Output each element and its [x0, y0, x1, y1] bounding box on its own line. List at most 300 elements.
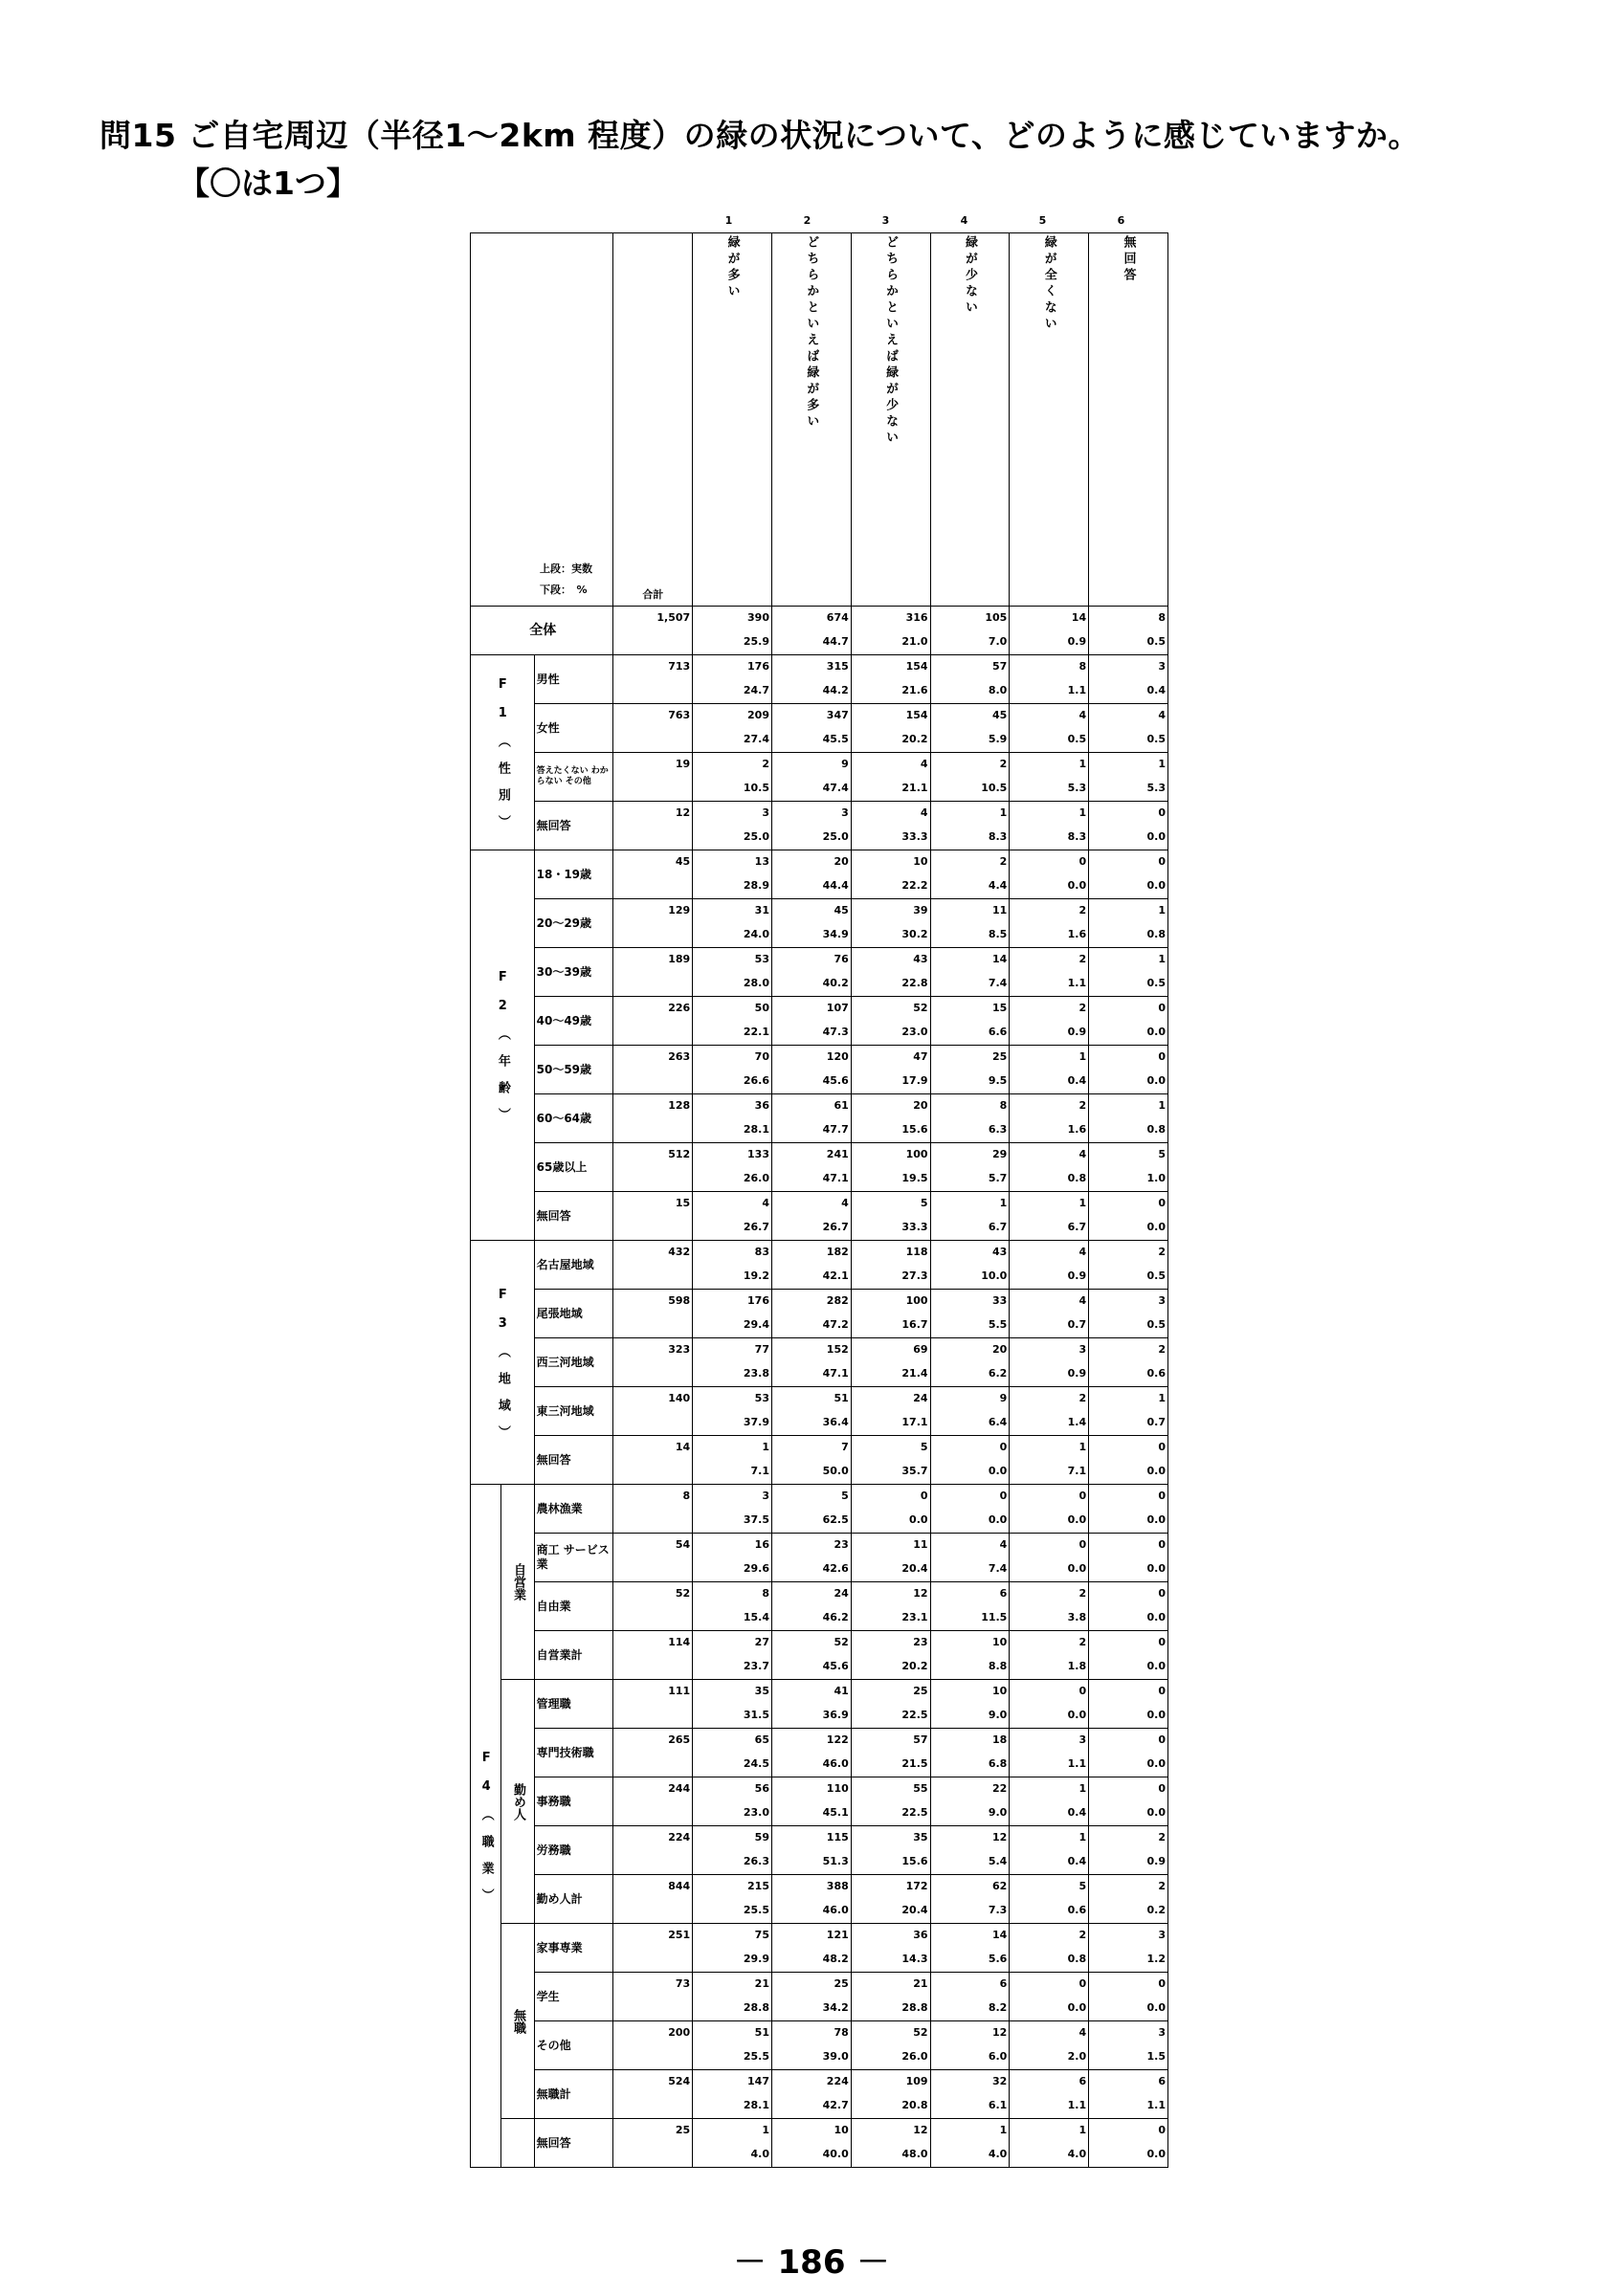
- percent-value: 5.4: [988, 1855, 1008, 1867]
- count-value: 0: [1078, 855, 1087, 868]
- value-cell: [1010, 1973, 1089, 2021]
- percent-value: 23.8: [743, 1367, 769, 1380]
- value-cell: [851, 1875, 930, 1924]
- value-cell: [1010, 1485, 1089, 1534]
- count-value: 4: [1078, 1246, 1087, 1258]
- percent-value: 39.0: [822, 2050, 849, 2063]
- row-label: 家事専業: [534, 1924, 613, 1973]
- value-cell: [693, 1631, 772, 1680]
- value-cell: [1089, 1631, 1168, 1680]
- value-cell: [771, 1192, 851, 1241]
- percent-value: 25.5: [743, 1904, 769, 1916]
- percent-value: 22.8: [901, 977, 928, 989]
- count-value: 388: [826, 1880, 849, 1892]
- value-cell: [771, 948, 851, 997]
- percent-value: 6.1: [988, 2099, 1008, 2111]
- value-cell: [851, 1192, 930, 1241]
- value-cell: [851, 802, 930, 850]
- percent-value: 19.5: [901, 1172, 928, 1184]
- value-cell: [771, 1046, 851, 1094]
- percent-value: 47.2: [822, 1318, 849, 1331]
- count-value: 7: [841, 1441, 849, 1453]
- percent-value: 42.6: [822, 1562, 849, 1575]
- percent-value: 46.0: [822, 1904, 849, 1916]
- count-value: 118: [905, 1246, 928, 1258]
- value-cell: [930, 1241, 1010, 1290]
- percent-value: 0.6: [1146, 1367, 1166, 1380]
- percent-value: 0.0: [1067, 2001, 1087, 2014]
- count-value: 23: [834, 1538, 849, 1551]
- count-value: 50: [754, 1002, 769, 1014]
- value-cell: [930, 997, 1010, 1046]
- count-value: 53: [754, 953, 769, 965]
- count-value: 47: [913, 1050, 928, 1063]
- total-cell: 140: [613, 1387, 693, 1436]
- count-value: 0: [1078, 1977, 1087, 1990]
- value-cell: [771, 899, 851, 948]
- table-row: [471, 1875, 1168, 1924]
- count-value: 10: [992, 1685, 1008, 1697]
- value-cell: [930, 1094, 1010, 1143]
- column-header: 無回答: [1089, 233, 1168, 607]
- percent-value: 1.6: [1067, 928, 1087, 940]
- count-value: 1: [1078, 1050, 1087, 1063]
- total-cell: 763: [613, 704, 693, 753]
- value-cell: [1089, 1338, 1168, 1387]
- percent-value: 5.5: [988, 1318, 1008, 1331]
- column-header: どちらかといえば緑が少ない: [851, 233, 930, 607]
- count-value: 8: [999, 1099, 1008, 1112]
- value-cell: [693, 1875, 772, 1924]
- total-cell: 111: [613, 1680, 693, 1729]
- row-label: 無回答: [534, 802, 613, 850]
- percent-value: 5.7: [988, 1172, 1008, 1184]
- count-value: 75: [754, 1929, 769, 1941]
- row-label: 名古屋地域: [534, 1241, 613, 1290]
- legend-upper: 上段：実数: [540, 563, 592, 575]
- value-cell: [930, 607, 1010, 655]
- value-cell: [693, 1826, 772, 1875]
- value-cell: [930, 1631, 1010, 1680]
- value-cell: [930, 948, 1010, 997]
- table-row: [471, 753, 1168, 802]
- percent-value: 29.6: [743, 1562, 769, 1575]
- value-cell: [693, 1729, 772, 1777]
- count-value: 154: [905, 660, 928, 673]
- value-cell: [930, 802, 1010, 850]
- percent-value: 25.0: [822, 830, 849, 843]
- value-cell: [1089, 1924, 1168, 1973]
- value-cell: [693, 1143, 772, 1192]
- percent-value: 8.3: [988, 830, 1008, 843]
- value-cell: [851, 1729, 930, 1777]
- count-value: 35: [913, 1831, 928, 1843]
- count-value: 0: [999, 1490, 1008, 1502]
- percent-value: 22.2: [901, 879, 928, 892]
- count-value: 3: [1158, 2026, 1166, 2039]
- count-value: 12: [992, 1831, 1008, 1843]
- table-row: [471, 802, 1168, 850]
- row-label: 東三河地域: [534, 1387, 613, 1436]
- percent-value: 31.5: [743, 1709, 769, 1721]
- total-cell: 323: [613, 1338, 693, 1387]
- percent-value: 50.0: [822, 1465, 849, 1477]
- count-value: 8: [1078, 660, 1087, 673]
- row-label: 無回答: [534, 1192, 613, 1241]
- table-row: [471, 2119, 1168, 2168]
- count-value: 33: [992, 1294, 1008, 1307]
- percent-value: 0.0: [1146, 1660, 1166, 1672]
- count-value: 154: [905, 709, 928, 721]
- count-value: 0: [1078, 1538, 1087, 1551]
- value-cell: [930, 1582, 1010, 1631]
- value-cell: [851, 1582, 930, 1631]
- count-value: 1: [762, 2124, 769, 2136]
- count-value: 4: [1078, 1294, 1087, 1307]
- group-label: F 4 （ 職 業 ）: [471, 1485, 501, 2168]
- value-cell: [851, 704, 930, 753]
- count-value: 4: [762, 1197, 769, 1209]
- count-value: 24: [834, 1587, 849, 1600]
- percent-value: 4.0: [750, 2148, 769, 2160]
- group-label: 自営業: [501, 1485, 534, 1680]
- count-value: 109: [905, 2075, 928, 2087]
- value-cell: [1089, 1485, 1168, 1534]
- row-label: 50～59歳: [534, 1046, 613, 1094]
- value-cell: [771, 1387, 851, 1436]
- percent-value: 0.0: [909, 1513, 928, 1526]
- value-cell: [1010, 899, 1089, 948]
- value-cell: [693, 1436, 772, 1485]
- value-cell: [1010, 2070, 1089, 2119]
- count-value: 0: [1158, 806, 1166, 819]
- value-cell: [1010, 1387, 1089, 1436]
- value-cell: [1010, 1094, 1089, 1143]
- count-value: 14: [992, 953, 1008, 965]
- count-value: 6: [1078, 2075, 1087, 2087]
- table-row: [471, 1680, 1168, 1729]
- row-label: 女性: [534, 704, 613, 753]
- total-cell: 25: [613, 2119, 693, 2168]
- count-value: 62: [992, 1880, 1008, 1892]
- header-row: [471, 233, 1168, 607]
- count-value: 8: [1158, 611, 1166, 624]
- count-value: 1: [762, 1441, 769, 1453]
- value-cell: [771, 1338, 851, 1387]
- count-value: 36: [754, 1099, 769, 1112]
- percent-value: 40.2: [822, 977, 849, 989]
- count-value: 1: [1158, 904, 1166, 916]
- percent-value: 11.5: [981, 1611, 1008, 1623]
- value-cell: [1089, 2119, 1168, 2168]
- percent-value: 0.0: [1146, 1611, 1166, 1623]
- table-row: [471, 1094, 1168, 1143]
- count-value: 2: [1078, 1099, 1087, 1112]
- count-value: 36: [913, 1929, 928, 1941]
- count-value: 4: [1158, 709, 1166, 721]
- value-cell: [930, 899, 1010, 948]
- count-value: 120: [826, 1050, 849, 1063]
- value-cell: [1089, 1143, 1168, 1192]
- value-cell: [1010, 753, 1089, 802]
- value-cell: [693, 1192, 772, 1241]
- value-cell: [693, 1973, 772, 2021]
- table-row: [471, 1143, 1168, 1192]
- count-value: 32: [992, 2075, 1008, 2087]
- value-cell: [693, 1241, 772, 1290]
- percent-value: 14.3: [901, 1953, 928, 1965]
- percent-value: 0.0: [1146, 1465, 1166, 1477]
- count-value: 45: [834, 904, 849, 916]
- column-number: 3: [881, 214, 890, 227]
- table-row: [471, 704, 1168, 753]
- value-cell: [771, 1241, 851, 1290]
- percent-value: 4.0: [988, 2148, 1008, 2160]
- count-value: 1: [1158, 758, 1166, 770]
- percent-value: 20.2: [901, 733, 928, 745]
- count-value: 0: [1158, 1490, 1166, 1502]
- row-label: 40～49歳: [534, 997, 613, 1046]
- value-cell: [1089, 1387, 1168, 1436]
- count-value: 152: [826, 1343, 849, 1356]
- value-cell: [930, 1192, 1010, 1241]
- percent-value: 0.0: [988, 1513, 1008, 1526]
- value-cell: [851, 607, 930, 655]
- total-cell: 128: [613, 1094, 693, 1143]
- count-value: 5: [1158, 1148, 1166, 1160]
- count-value: 12: [913, 1587, 928, 1600]
- value-cell: [851, 1485, 930, 1534]
- total-cell: 8: [613, 1485, 693, 1534]
- percent-value: 44.7: [822, 635, 849, 648]
- table-row: [471, 1485, 1168, 1534]
- value-cell: [930, 1729, 1010, 1777]
- value-cell: [693, 1290, 772, 1338]
- percent-value: 26.0: [743, 1172, 769, 1184]
- percent-value: 1.0: [1146, 1172, 1166, 1184]
- percent-value: 0.8: [1146, 1123, 1166, 1136]
- percent-value: 6.6: [988, 1026, 1008, 1038]
- count-value: 3: [762, 806, 769, 819]
- percent-value: 1.4: [1067, 1416, 1087, 1428]
- percent-value: 0.2: [1146, 1904, 1166, 1916]
- table-row: [471, 1729, 1168, 1777]
- value-cell: [851, 2021, 930, 2070]
- count-value: 1: [1078, 1831, 1087, 1843]
- value-cell: [930, 2070, 1010, 2119]
- percent-value: 22.5: [901, 1709, 928, 1721]
- percent-value: 1.8: [1067, 1660, 1087, 1672]
- percent-value: 7.1: [1067, 1465, 1087, 1477]
- table-row: [471, 1924, 1168, 1973]
- percent-value: 10.5: [981, 782, 1008, 794]
- column-number: 6: [1117, 214, 1125, 227]
- percent-value: 62.5: [822, 1513, 849, 1526]
- value-cell: [930, 1875, 1010, 1924]
- percent-value: 44.4: [822, 879, 849, 892]
- value-cell: [771, 1485, 851, 1534]
- row-label: 農林漁業: [534, 1485, 613, 1534]
- percent-value: 35.7: [901, 1465, 928, 1477]
- value-cell: [930, 1680, 1010, 1729]
- total-cell: 713: [613, 655, 693, 704]
- percent-value: 25.5: [743, 2050, 769, 2063]
- table-row: [471, 607, 1168, 655]
- value-cell: [1010, 850, 1089, 899]
- value-cell: [693, 704, 772, 753]
- count-value: 20: [834, 855, 849, 868]
- percent-value: 21.4: [901, 1367, 928, 1380]
- row-label: その他: [534, 2021, 613, 2070]
- value-cell: [693, 1387, 772, 1436]
- percent-value: 5.6: [988, 1953, 1008, 1965]
- count-value: 390: [747, 611, 769, 624]
- value-cell: [851, 850, 930, 899]
- count-value: 2: [1078, 904, 1087, 916]
- count-value: 3: [1158, 660, 1166, 673]
- count-value: 31: [754, 904, 769, 916]
- percent-value: 24.5: [743, 1757, 769, 1770]
- count-value: 182: [826, 1246, 849, 1258]
- value-cell: [930, 2119, 1010, 2168]
- count-value: 100: [905, 1294, 928, 1307]
- percent-value: 1.2: [1146, 1953, 1166, 1965]
- count-value: 133: [747, 1148, 769, 1160]
- count-value: 20: [992, 1343, 1008, 1356]
- percent-value: 0.0: [1146, 2148, 1166, 2160]
- count-value: 10: [913, 855, 928, 868]
- count-value: 1: [1078, 806, 1087, 819]
- column-number: 4: [960, 214, 968, 227]
- value-cell: [1010, 1582, 1089, 1631]
- count-value: 10: [834, 2124, 849, 2136]
- percent-value: 26.6: [743, 1074, 769, 1087]
- value-cell: [1089, 1777, 1168, 1826]
- count-value: 282: [826, 1294, 849, 1307]
- count-value: 176: [747, 1294, 769, 1307]
- table-row: [471, 2021, 1168, 2070]
- question-title: 問15 ご自宅周辺（半径1～2km 程度）の緑の状況について、どのように感じていますか。: [100, 117, 1420, 154]
- percent-value: 34.2: [822, 2001, 849, 2014]
- value-cell: [693, 2070, 772, 2119]
- value-cell: [771, 1631, 851, 1680]
- value-cell: [771, 1875, 851, 1924]
- value-cell: [1010, 1875, 1089, 1924]
- value-cell: [930, 850, 1010, 899]
- table-row: [471, 1436, 1168, 1485]
- value-cell: [1089, 850, 1168, 899]
- value-cell: [1089, 1826, 1168, 1875]
- column-header: 緑が多い: [693, 233, 772, 607]
- percent-value: 5.3: [1067, 782, 1087, 794]
- count-value: 0: [1158, 1002, 1166, 1014]
- value-cell: [1010, 655, 1089, 704]
- count-value: 0: [1158, 1587, 1166, 1600]
- percent-value: 22.5: [901, 1806, 928, 1819]
- count-value: 4: [1078, 709, 1087, 721]
- percent-value: 0.0: [1146, 1221, 1166, 1233]
- count-value: 4: [1078, 2026, 1087, 2039]
- percent-value: 33.3: [901, 1221, 928, 1233]
- percent-value: 29.4: [743, 1318, 769, 1331]
- value-cell: [1010, 948, 1089, 997]
- percent-value: 1.1: [1067, 1757, 1087, 1770]
- percent-value: 4.0: [1067, 2148, 1087, 2160]
- value-cell: [693, 2021, 772, 2070]
- percent-value: 51.3: [822, 1855, 849, 1867]
- count-value: 347: [826, 709, 849, 721]
- value-cell: [1010, 1143, 1089, 1192]
- percent-value: 0.0: [1146, 1074, 1166, 1087]
- count-value: 0: [1078, 1685, 1087, 1697]
- row-label: 専門技術職: [534, 1729, 613, 1777]
- value-cell: [930, 1534, 1010, 1582]
- count-value: 16: [754, 1538, 769, 1551]
- percent-value: 0.8: [1146, 928, 1166, 940]
- value-cell: [1010, 1046, 1089, 1094]
- total-cell: 265: [613, 1729, 693, 1777]
- count-value: 11: [913, 1538, 928, 1551]
- page-number: － 186 －: [733, 2243, 890, 2282]
- column-header: 緑が少ない: [930, 233, 1010, 607]
- count-value: 9: [841, 758, 849, 770]
- value-cell: [930, 1973, 1010, 2021]
- value-cell: [1010, 1338, 1089, 1387]
- column-number: 1: [724, 214, 733, 227]
- percent-value: 1.5: [1146, 2050, 1166, 2063]
- row-label: 男性: [534, 655, 613, 704]
- value-cell: [693, 899, 772, 948]
- value-cell: [851, 2070, 930, 2119]
- percent-value: 15.6: [901, 1123, 928, 1136]
- value-cell: [930, 1436, 1010, 1485]
- count-value: 3: [1078, 1733, 1087, 1746]
- row-label: 答えたくない わからない その他: [534, 753, 613, 802]
- count-value: 0: [1158, 1538, 1166, 1551]
- value-cell: [693, 2119, 772, 2168]
- count-value: 0: [1158, 1733, 1166, 1746]
- count-value: 4: [999, 1538, 1008, 1551]
- percent-value: 45.6: [822, 1660, 849, 1672]
- value-cell: [930, 704, 1010, 753]
- percent-value: 37.5: [743, 1513, 769, 1526]
- count-value: 5: [1078, 1880, 1087, 1892]
- count-value: 1: [1078, 1782, 1087, 1795]
- value-cell: [771, 1777, 851, 1826]
- percent-value: 8.5: [988, 928, 1008, 940]
- value-cell: [851, 1534, 930, 1582]
- count-value: 0: [1158, 1636, 1166, 1648]
- percent-value: 33.3: [901, 830, 928, 843]
- percent-value: 23.1: [901, 1611, 928, 1623]
- value-cell: [693, 1046, 772, 1094]
- percent-value: 42.7: [822, 2099, 849, 2111]
- percent-value: 0.0: [1146, 1709, 1166, 1721]
- count-value: 1: [1158, 1099, 1166, 1112]
- percent-value: 0.0: [1067, 1513, 1087, 1526]
- percent-value: 1.1: [1067, 977, 1087, 989]
- value-cell: [1010, 1290, 1089, 1338]
- value-cell: [1089, 2021, 1168, 2070]
- percent-value: 23.7: [743, 1660, 769, 1672]
- value-cell: [930, 2021, 1010, 2070]
- table-row: [471, 1973, 1168, 2021]
- percent-value: 0.9: [1067, 1026, 1087, 1038]
- count-value: 121: [826, 1929, 849, 1941]
- total-cell: 15: [613, 1192, 693, 1241]
- percent-value: 6.0: [988, 2050, 1008, 2063]
- value-cell: [1089, 2070, 1168, 2119]
